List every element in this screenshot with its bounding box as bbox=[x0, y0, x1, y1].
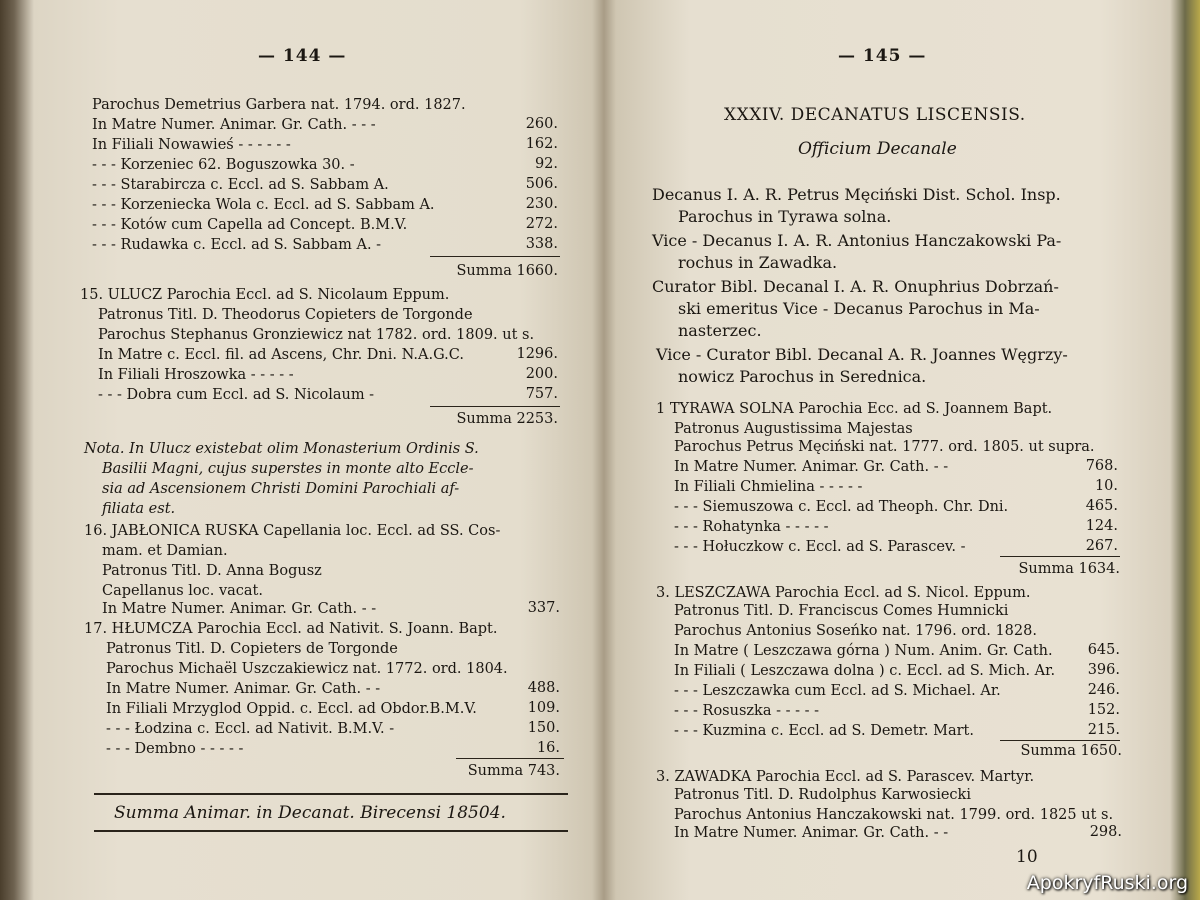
count-value: 124. bbox=[1085, 518, 1118, 534]
count-value: 298. bbox=[1089, 824, 1122, 840]
text-line: In Matre Numer. Animar. Gr. Cath. - - - bbox=[92, 117, 376, 133]
office-line: rochus in Zawadka. bbox=[678, 253, 838, 272]
parish-heading: 16. JABŁONICA RUSKA Capellania loc. Eccl. ad SS. Cos- bbox=[84, 523, 501, 539]
count-value: 757. bbox=[525, 386, 558, 402]
nota-line: filiata est. bbox=[102, 501, 176, 517]
count-value: 272. bbox=[525, 216, 558, 232]
count-value: 230. bbox=[525, 196, 558, 212]
text-line: In Matre ( Leszczawa górna ) Num. Anim. Gr. Cath. bbox=[674, 643, 1053, 659]
count-value: 200. bbox=[525, 366, 558, 382]
text-line: - - - Kuzmina c. Eccl. ad S. Demetr. Mart. bbox=[674, 723, 974, 739]
text-line: - - - Starabircza c. Eccl. ad S. Sabbam A. bbox=[92, 177, 389, 193]
text-line: mam. et Damian. bbox=[102, 543, 228, 559]
sum-rule bbox=[430, 256, 560, 257]
text-line: In Filiali Hroszowka - - - - - bbox=[98, 367, 294, 383]
office-line: Parochus in Tyrawa solna. bbox=[678, 207, 892, 226]
text-line: - - - Korzeniecka Wola c. Eccl. ad S. Sabbam A. bbox=[92, 197, 435, 213]
page-number: — 144 — bbox=[258, 46, 347, 66]
text-line: - - - Rohatynka - - - - - bbox=[674, 519, 829, 535]
text-line: In Filiali ( Leszczawa dolna ) c. Eccl. ad S. Mich. Ar. bbox=[674, 663, 1056, 679]
sum-rule bbox=[456, 758, 564, 759]
text-line: Parochus Antonius Soseńko nat. 1796. ord. 1828. bbox=[674, 623, 1037, 639]
text-line: In Matre Numer. Animar. Gr. Cath. - - bbox=[674, 459, 949, 475]
parish-heading: 15. ULUCZ Parochia Eccl. ad S. Nicolaum Eppum. bbox=[80, 287, 450, 303]
text-line: - - - Łodzina c. Eccl. ad Nativit. B.M.V. - bbox=[106, 721, 395, 737]
parish-heading: 3. LESZCZAWA Parochia Eccl. ad S. Nicol. Eppum. bbox=[656, 585, 1031, 601]
text-line: - - - Siemuszowa c. Eccl. ad Theoph. Chr. Dni. bbox=[674, 499, 1009, 515]
count-value: 338. bbox=[525, 236, 558, 252]
office-line: Decanus I. A. R. Petrus Męciński Dist. Schol. Insp. bbox=[652, 185, 1061, 204]
office-line: Vice - Decanus I. A. R. Antonius Hanczakowski Pa- bbox=[652, 231, 1062, 250]
count-value: 488. bbox=[527, 680, 560, 696]
text-line: In Matre c. Eccl. fil. ad Ascens, Chr. Dni. N.A.G.C. bbox=[98, 347, 464, 363]
signature-mark: 10 bbox=[1016, 847, 1038, 867]
count-value: 768. bbox=[1085, 458, 1118, 474]
parish-heading: 17. HŁUMCZA Parochia Eccl. ad Nativit. S. Joann. Bapt. bbox=[84, 621, 498, 637]
text-line: - - - Korzeniec 62. Boguszowka 30. - bbox=[92, 157, 355, 173]
text-line: Patronus Titl. D. Anna Bogusz bbox=[102, 563, 322, 579]
count-value: 337. bbox=[527, 600, 560, 616]
nota-line: Basilii Magni, cujus superstes in monte alto Eccle- bbox=[102, 461, 474, 477]
count-value: 92. bbox=[534, 156, 558, 172]
nota-line: Nota. In Ulucz existebat olim Monasterium Ordinis S. bbox=[84, 441, 479, 457]
text-line: - - - Leszczawka cum Eccl. ad S. Michael. Ar. bbox=[674, 683, 1001, 699]
count-value: 506. bbox=[525, 176, 558, 192]
sum-rule bbox=[1000, 556, 1120, 557]
count-value: 162. bbox=[525, 136, 558, 152]
count-value: 465. bbox=[1085, 498, 1118, 514]
text-line: - - - Hołuczkow c. Eccl. ad S. Parascev. - bbox=[674, 539, 966, 555]
office-line: nowicz Parochus in Serednica. bbox=[678, 367, 927, 386]
text-line: In Filiali Mrzyglod Oppid. c. Eccl. ad Obdor.B.M.V. bbox=[106, 701, 477, 717]
summa-total: Summa 2253. bbox=[456, 411, 558, 427]
count-value: 260. bbox=[525, 116, 558, 132]
text-line: In Matre Numer. Animar. Gr. Cath. - - bbox=[674, 825, 949, 841]
text-line: In Filiali Nowawieś - - - - - - bbox=[92, 137, 291, 153]
summa-total: Summa 1634. bbox=[1018, 561, 1120, 577]
text-line: Patronus Titl. D. Theodorus Copieters de Torgonde bbox=[98, 307, 473, 323]
office-line: Vice - Curator Bibl. Decanal A. R. Joannes Węgrzy- bbox=[656, 345, 1068, 364]
page-number: — 145 — bbox=[838, 46, 927, 66]
count-value: 152. bbox=[1087, 702, 1120, 718]
count-value: 1296. bbox=[516, 346, 558, 362]
summa-total: Summa 1650. bbox=[1020, 743, 1122, 759]
right-page bbox=[620, 0, 1180, 900]
text-line: Patronus Augustissima Majestas bbox=[674, 421, 913, 437]
count-value: 150. bbox=[527, 720, 560, 736]
text-line: - - - Rosuszka - - - - - bbox=[674, 703, 820, 719]
count-value: 267. bbox=[1085, 538, 1118, 554]
text-line: Parochus Petrus Męciński nat. 1777. ord. 1805. ut supra. bbox=[674, 439, 1095, 455]
text-line: In Matre Numer. Animar. Gr. Cath. - - bbox=[106, 681, 381, 697]
text-line: In Filiali Chmielina - - - - - bbox=[674, 479, 863, 495]
parish-heading: 1 TYRAWA SOLNA Parochia Ecc. ad S. Joannem Bapt. bbox=[656, 401, 1053, 417]
text-line: Parochus Stephanus Gronziewicz nat 1782. ord. 1809. ut s. bbox=[98, 327, 535, 343]
text-line: Parochus Demetrius Garbera nat. 1794. ord. 1827. bbox=[92, 97, 466, 113]
count-value: 10. bbox=[1094, 478, 1118, 494]
nota-line: sia ad Ascensionem Christi Domini Parochiali af- bbox=[102, 481, 460, 497]
text-line: Capellanus loc. vacat. bbox=[102, 583, 263, 599]
text-line: Patronus Titl. D. Franciscus Comes Humnicki bbox=[674, 603, 1009, 619]
text-line: In Matre Numer. Animar. Gr. Cath. - - bbox=[102, 601, 377, 617]
text-line: Parochus Michaël Uszczakiewicz nat. 1772. ord. 1804. bbox=[106, 661, 508, 677]
text-line: Patronus Titl. D. Copieters de Torgonde bbox=[106, 641, 398, 657]
text-line: - - - Dembno - - - - - bbox=[106, 741, 244, 757]
count-value: 16. bbox=[536, 740, 560, 756]
office-line: ski emeritus Vice - Decanus Parochus in Ma- bbox=[678, 299, 1040, 318]
text-line: - - - Dobra cum Eccl. ad S. Nicolaum - bbox=[98, 387, 375, 403]
count-value: 109. bbox=[527, 700, 560, 716]
count-value: 215. bbox=[1087, 722, 1120, 738]
text-line: Parochus Antonius Hanczakowski nat. 1799. ord. 1825 ut s. bbox=[674, 807, 1114, 823]
office-line: Curator Bibl. Decanal I. A. R. Onuphrius Dobrzań- bbox=[652, 277, 1059, 296]
count-value: 645. bbox=[1087, 642, 1120, 658]
text-line: Patronus Titl. D. Rudolphus Karwosiecki bbox=[674, 787, 971, 803]
deanery-summa: Summa Animar. in Decanat. Birecensi 18504. bbox=[114, 803, 506, 823]
text-line: - - - Kotów cum Capella ad Concept. B.M.V. bbox=[92, 217, 408, 233]
parish-heading: 3. ZAWADKA Parochia Eccl. ad S. Parascev. Martyr. bbox=[656, 769, 1035, 785]
section-subtitle: Officium Decanale bbox=[798, 139, 957, 159]
left-page bbox=[30, 0, 600, 900]
deanery-title: XXXIV. DECANATUS LISCENSIS. bbox=[724, 105, 1026, 125]
summa-total: Summa 743. bbox=[467, 763, 560, 779]
watermark: ApokryfRuski.org bbox=[1026, 872, 1188, 894]
deanery-rule-top bbox=[94, 793, 568, 795]
text-line: - - - Rudawka c. Eccl. ad S. Sabbam A. - bbox=[92, 237, 382, 253]
sum-rule bbox=[430, 406, 560, 407]
office-line: nasterzec. bbox=[678, 321, 762, 340]
count-value: 396. bbox=[1087, 662, 1120, 678]
sum-rule bbox=[1000, 740, 1120, 741]
deanery-rule-bottom bbox=[94, 830, 568, 832]
count-value: 246. bbox=[1087, 682, 1120, 698]
summa-total: Summa 1660. bbox=[456, 263, 558, 279]
